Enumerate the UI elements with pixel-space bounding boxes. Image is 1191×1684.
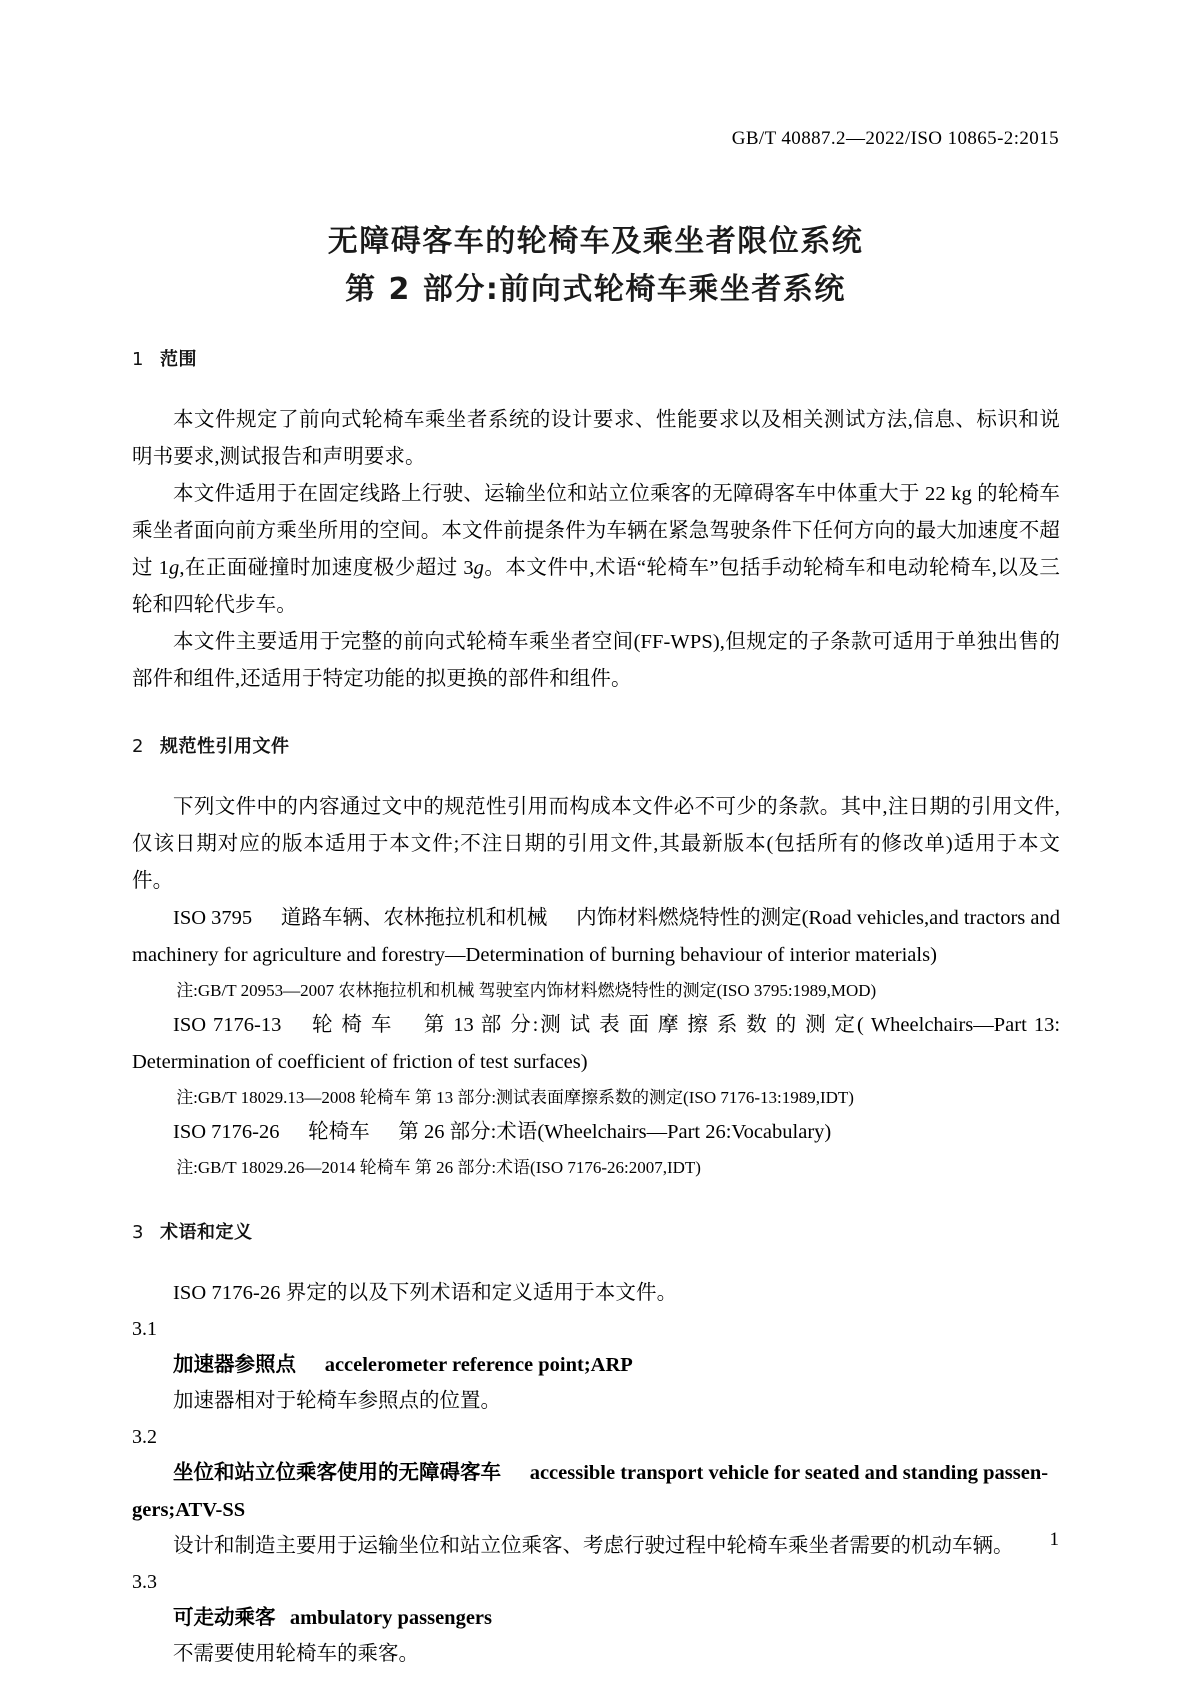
running-head <box>732 128 1059 150</box>
term-number-3-3: 3.3 <box>132 1571 157 1593</box>
normative-note-2: 注:GB/T 18029.13—2008 轮椅车 第 13 部分:测试表面摩擦系数的测定(ISO 7176-13:1989,IDT) <box>176 1088 854 1107</box>
clause-2-number: 2 <box>132 736 144 757</box>
term-title-3-1 <box>132 1346 1060 1383</box>
clause-heading-1 <box>132 345 1060 371</box>
scope-paragraph-3: 本文件主要适用于完整的前向式轮椅车乘坐者空间(FF-WPS),但规定的子条款可适用于单独出售的部件和组件,还适用于特定功能的拟更换的部件和组件。 <box>132 631 1060 690</box>
term-definition-3-3: 不需要使用轮椅车的乘客。 <box>173 1643 419 1665</box>
scope-p2-part-b: ,在正面碰撞时加速度极少超过 3 <box>179 557 474 579</box>
document-title <box>0 218 1191 314</box>
document-body <box>132 345 1060 1673</box>
clause-1-title: 范围 <box>160 349 197 370</box>
ref-2-cn2: 第 13 部 分:测 试 表 面 摩 擦 系 数 的 测 定 <box>421 1014 857 1036</box>
term-title-3-3 <box>132 1599 1060 1636</box>
scope-paragraph-1: 本文件规定了前向式轮椅车乘坐者系统的设计要求、性能要求以及相关测试方法,信息、标识和说明书要求,测试报告和声明要求。 <box>132 409 1060 468</box>
term-definition-3-1: 加速器相对于轮椅车参照点的位置。 <box>173 1390 501 1412</box>
clause-2-title: 规范性引用文件 <box>160 736 290 757</box>
term-3-1-en: accelerometer reference point;ARP <box>324 1354 633 1376</box>
term-3-3-en: ambulatory passengers <box>289 1607 493 1629</box>
title-line-1: 无障碍客车的轮椅车及乘坐者限位系统 <box>327 224 864 259</box>
normative-ref-2 <box>132 1007 1060 1081</box>
term-3-2-en: accessible transport vehicle for seated and standing passen- <box>529 1462 1049 1484</box>
normative-ref-1 <box>132 900 1060 974</box>
clause-heading-3 <box>132 1218 1060 1244</box>
normative-note-3: 注:GB/T 18029.26—2014 轮椅车 第 26 部分:术语(ISO 7176-26:2007,IDT) <box>176 1158 701 1177</box>
scope-paragraph-2 <box>132 476 1060 624</box>
clause-1-number: 1 <box>132 349 144 370</box>
ref-1-en: (Road vehicles,and tractors and machinery for agriculture and forestry—Determination of burning behaviour of interior materials) <box>132 907 1061 966</box>
term-3-1-cn: 加速器参照点 <box>173 1352 296 1376</box>
clause-heading-2 <box>132 732 1060 758</box>
clause-3-number: 3 <box>132 1222 144 1243</box>
ref-1-id: ISO 3795 <box>173 907 253 929</box>
normative-intro: 下列文件中的内容通过文中的规范性引用而构成本文件必不可少的条款。其中,注日期的引用文件,仅该日期对应的版本适用于本文件;不注日期的引用文件,其最新版本(包括所有的修改单)适用于本文件。 <box>132 796 1060 892</box>
term-number-3-2: 3.2 <box>132 1426 157 1448</box>
term-3-3-cn: 可走动乘客 <box>173 1605 276 1629</box>
ref-2-id: ISO 7176-13 <box>173 1014 282 1036</box>
title-line-2: 第 2 部分:前向式轮椅车乘坐者系统 <box>345 272 846 307</box>
ref-3-cn: 轮椅车 <box>308 1121 370 1143</box>
ref-3-en: (Wheelchairs—Part 26:Vocabulary) <box>537 1121 832 1143</box>
scope-p2-part-a: 本文件适用于在固定线路上行驶、运输坐位和站立位乘客的无障碍客车中体重大于 22 kg 的轮椅车乘坐者面向前方乘坐所用的空间。本文件前提条件为车辆在紧急驾驶条件下任何方向的最大加速度不超过 1 <box>132 483 1060 579</box>
term-number-3-1: 3.1 <box>132 1318 157 1340</box>
ref-3-cn2: 第 26 部分:术语 <box>398 1121 538 1143</box>
term-definition-3-2: 设计和制造主要用于运输坐位和站立位乘客、考虑行驶过程中轮椅车乘坐者需要的机动车辆。 <box>173 1535 1014 1557</box>
ref-1-cn2: 内饰材料燃烧特性的测定 <box>576 907 802 929</box>
ref-2-en: ( Wheelchairs—Part 13: Determination of coefficient of friction of test surfaces) <box>132 1014 1061 1073</box>
term-title-3-2 <box>132 1454 1060 1491</box>
clause-3-title: 术语和定义 <box>160 1222 253 1243</box>
normative-ref-3 <box>132 1114 1060 1151</box>
ref-2-cn: 轮 椅 车 <box>310 1014 394 1036</box>
terms-intro: ISO 7176-26 界定的以及下列术语和定义适用于本文件。 <box>173 1282 678 1304</box>
ref-1-cn: 道路车辆、农林拖拉机和机械 <box>280 907 548 929</box>
normative-note-1: 注:GB/T 20953—2007 农林拖拉机和机械 驾驶室内饰材料燃烧特性的测定(ISO 3795:1989,MOD) <box>176 981 877 1000</box>
scope-p2-part-c: 。本文件中,术语“轮椅车”包括手动轮椅车和电动轮椅车,以及三轮和四轮代步车。 <box>132 557 1060 616</box>
scope-p2-g-2: g <box>473 557 485 579</box>
page-number: 1 <box>1049 1529 1059 1550</box>
term-title-3-2-cont <box>132 1491 1060 1528</box>
scope-p2-g-1: g <box>168 557 180 579</box>
term-3-2-en-cont: gers;ATV-SS <box>132 1499 246 1521</box>
standard-number: GB/T 40887.2—2022/ISO 10865-2:2015 <box>731 128 1059 149</box>
ref-3-id: ISO 7176-26 <box>173 1121 280 1143</box>
term-3-2-cn: 坐位和站立位乘客使用的无障碍客车 <box>173 1460 501 1484</box>
